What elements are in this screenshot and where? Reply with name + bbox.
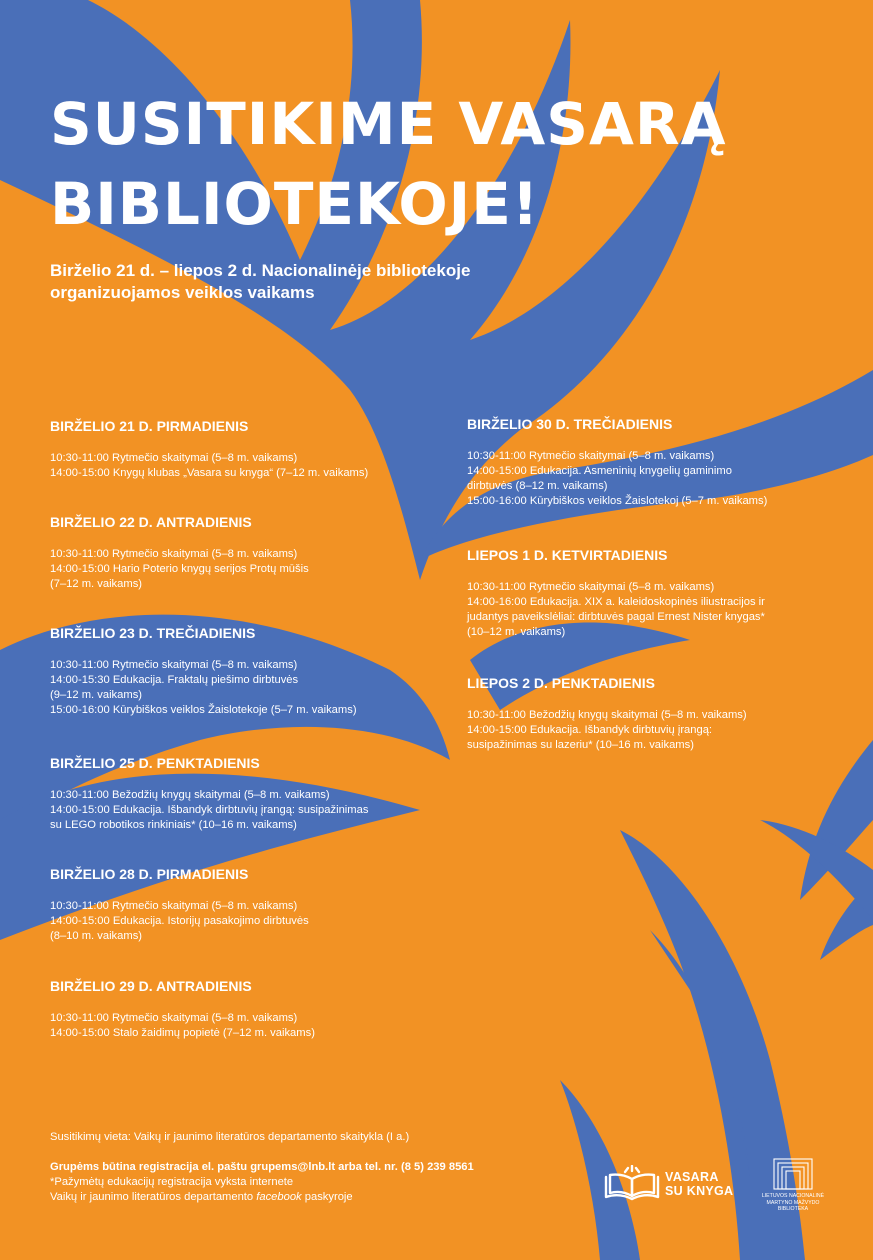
event-line: 10:30-11:00 Rytmečio skaitymai (5–8 m. vaikams) [50, 900, 298, 912]
subtitle-line-1: Birželio 21 d. – liepos 2 d. Nacionalinėje bibliotekoje [50, 261, 471, 280]
facebook-note [50, 1190, 353, 1205]
page-title-line-2: BIBLIOTEKOJE! [50, 170, 540, 238]
day-block-jun21 [50, 417, 440, 481]
day-title: BIRŽELIO 29 D. ANTRADIENIS [50, 978, 252, 994]
event-line: dirbtuvės (8–12 m. vaikams) [467, 480, 608, 492]
day-block-jun30 [467, 415, 857, 509]
day-block-jul1 [467, 546, 857, 640]
day-title: BIRŽELIO 25 D. PENKTADIENIS [50, 755, 260, 771]
event-line: 14:00-15:00 Edukacija. Išbandyk dirbtuvių įrangą: [467, 724, 713, 736]
event-line: (8–10 m. vaikams) [50, 930, 143, 942]
event-line: judantys paveikslėliai: dirbtuvės pagal Ernest Nister knygas* [467, 611, 765, 623]
event-line: 15:00-16:00 Kūrybiškos veiklos Žaislotekoje (5–7 m. vaikams) [50, 704, 357, 716]
open-book-icon [603, 1165, 661, 1201]
library-logo-text-2: MARTYNO MAŽVYDO [766, 1199, 820, 1206]
event-line: (7–12 m. vaikams) [50, 578, 143, 590]
event-line: 14:00-15:00 Hario Poterio knygų serijos Protų mūšis [50, 563, 309, 575]
day-block-jun28 [50, 865, 440, 944]
facebook-link[interactable]: facebook [256, 1191, 302, 1203]
event-line: 10:30-11:00 Rytmečio skaitymai (5–8 m. vaikams) [50, 452, 298, 464]
event-line: 10:30-11:00 Rytmečio skaitymai (5–8 m. vaikams) [50, 659, 298, 671]
day-block-jun29 [50, 977, 440, 1041]
event-line: su LEGO robotikos rinkiniais* (10–16 m. vaikams) [50, 819, 297, 831]
day-title: BIRŽELIO 23 D. TREČIADIENIS [50, 625, 256, 641]
subtitle-line-2: organizuojamos veiklos vaikams [50, 283, 315, 302]
facebook-note-suffix: paskyroje [301, 1191, 353, 1203]
event-line: susipažinimas su lazeriu* (10–16 m. vaikams) [467, 739, 694, 751]
day-block-jun22 [50, 513, 440, 592]
day-title: BIRŽELIO 22 D. ANTRADIENIS [50, 514, 252, 530]
library-logo-text-3: BIBLIOTEKA [777, 1206, 809, 1212]
event-line: 10:30-11:00 Bežodžių knygų skaitymai (5–8 m. vaikams) [50, 789, 330, 801]
national-library-logo [748, 1158, 838, 1218]
event-line: 14:00-15:00 Edukacija. Istorijų pasakojimo dirbtuvės [50, 915, 309, 927]
event-line: 15:00-16:00 Kūrybiškos veiklos Žaislotekoj (5–7 m. vaikams) [467, 495, 768, 507]
library-logo-text-1: LIETUVOS NACIONALINĖ [761, 1193, 825, 1199]
venue-text: Susitikimų vieta: Vaikų ir jaunimo literatūros departamento skaitykla (I a.) [50, 1131, 410, 1143]
day-title: LIEPOS 1 D. KETVIRTADIENIS [467, 547, 668, 563]
library-building-icon [773, 1158, 813, 1190]
vasara-su-knyga-logo [603, 1163, 734, 1203]
registration-note: *Pažymėtų edukacijų registracija vyksta internete [50, 1176, 294, 1188]
day-block-jun25 [50, 754, 440, 833]
vasara-logo-text-1: VASARA [665, 1170, 719, 1184]
event-line: 14:00-15:00 Knygų klubas „Vasara su knyga“ (7–12 m. vaikams) [50, 467, 369, 479]
event-line: 10:30-11:00 Rytmečio skaitymai (5–8 m. vaikams) [467, 450, 715, 462]
event-line: 10:30-11:00 Rytmečio skaitymai (5–8 m. vaikams) [467, 581, 715, 593]
event-line: 10:30-11:00 Rytmečio skaitymai (5–8 m. vaikams) [50, 548, 298, 560]
event-line: (10–12 m. vaikams) [467, 626, 566, 638]
event-line: 14:00-15:30 Edukacija. Fraktalų piešimo dirbtuvės [50, 674, 299, 686]
day-title: BIRŽELIO 21 D. PIRMADIENIS [50, 418, 249, 434]
event-line: 10:30-11:00 Rytmečio skaitymai (5–8 m. vaikams) [50, 1012, 298, 1024]
vasara-logo-text-2: SU KNYGA [665, 1184, 734, 1198]
day-title: BIRŽELIO 28 D. PIRMADIENIS [50, 866, 249, 882]
day-block-jun23 [50, 624, 440, 718]
event-line: 14:00-16:00 Edukacija. XIX a. kaleidoskopinės iliustracijos ir [467, 596, 765, 608]
event-line: 10:30-11:00 Bežodžių knygų skaitymai (5–8 m. vaikams) [467, 709, 747, 721]
event-line: 14:00-15:00 Stalo žaidimų popietė (7–12 m. vaikams) [50, 1027, 315, 1039]
day-title: BIRŽELIO 30 D. TREČIADIENIS [467, 416, 673, 432]
registration-text: Grupėms būtina registracija el. paštu grupems@lnb.lt arba tel. nr. (8 5) 239 8561 [50, 1161, 474, 1173]
page-title-line-1: SUSITIKIME VASARĄ [50, 90, 727, 158]
day-title: LIEPOS 2 D. PENKTADIENIS [467, 675, 655, 691]
facebook-note-prefix: Vaikų ir jaunimo literatūros departamento [50, 1191, 257, 1203]
day-block-jul2 [467, 674, 857, 753]
event-line: 14:00-15:00 Edukacija. Asmeninių knygelių gaminimo [467, 465, 732, 477]
event-line: (9–12 m. vaikams) [50, 689, 143, 701]
event-line: 14:00-15:00 Edukacija. Išbandyk dirbtuvių įrangą: susipažinimas [50, 804, 369, 816]
